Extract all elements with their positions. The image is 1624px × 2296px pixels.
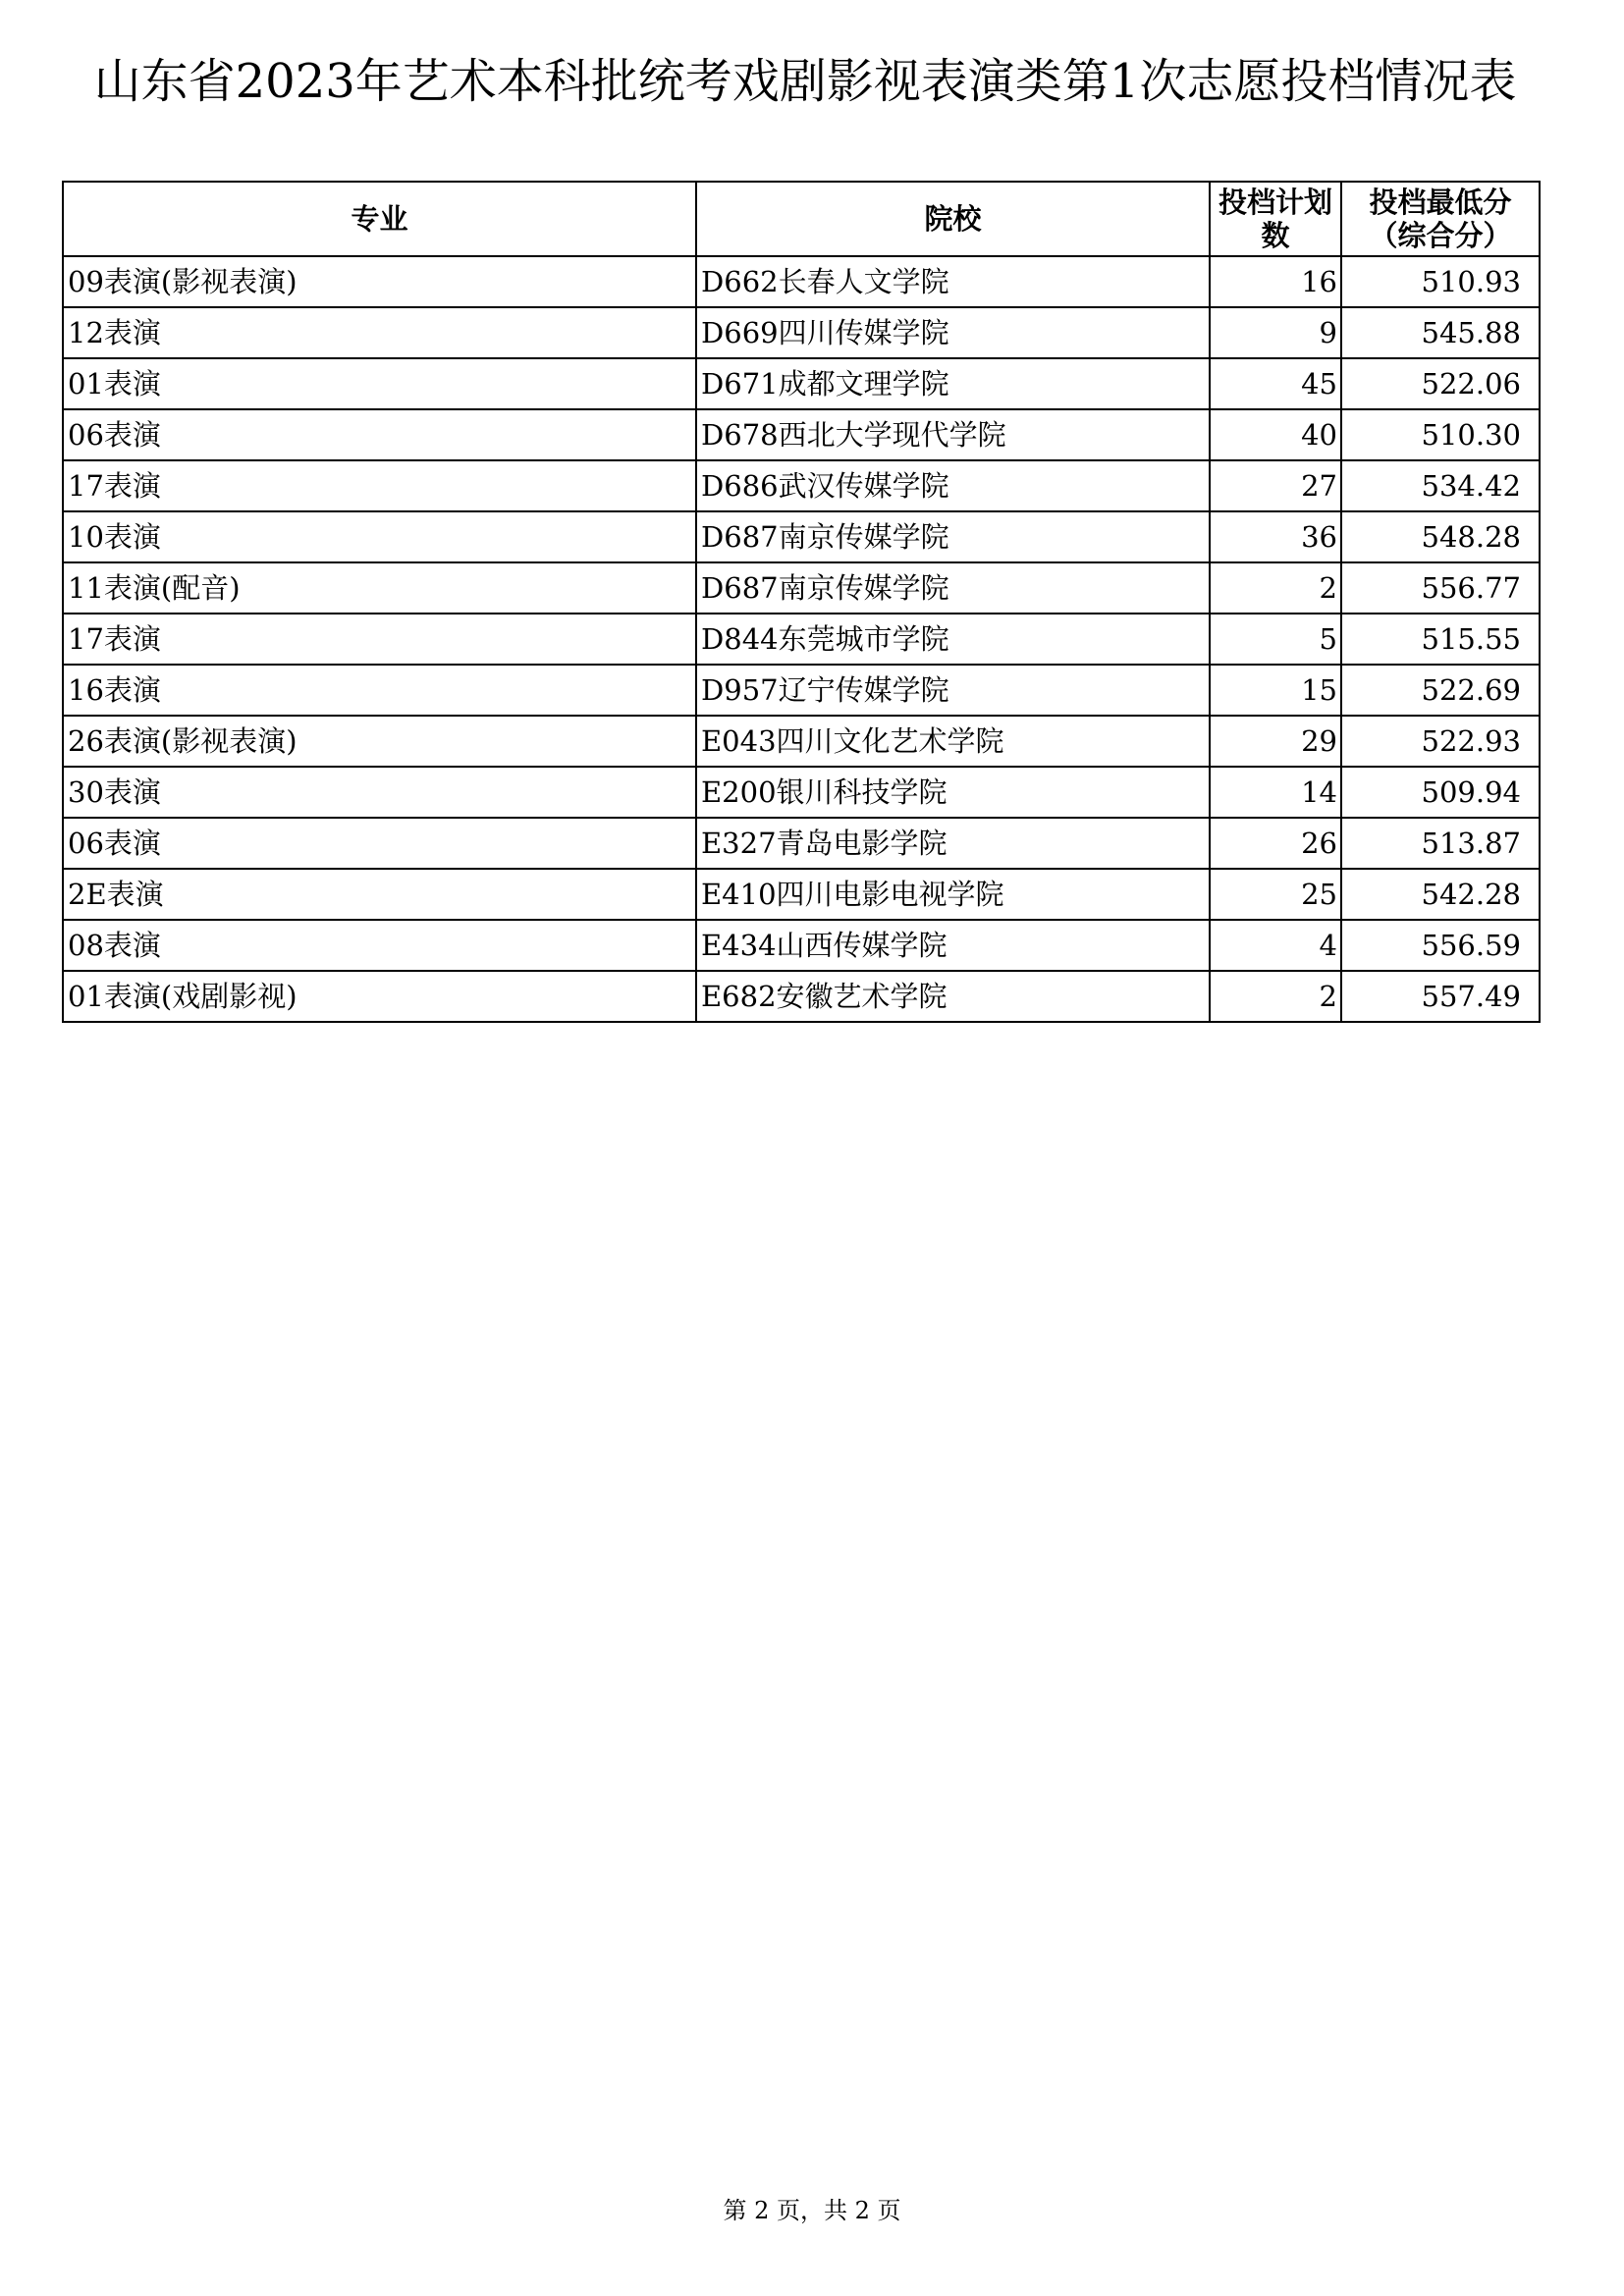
cell-plan: 26 xyxy=(1210,818,1341,869)
page-title: 山东省2023年艺术本科批统考戏剧影视表演类第1次志愿投档情况表 xyxy=(93,54,1517,109)
cell-major: 30表演 xyxy=(63,767,696,818)
cell-major: 11表演(配音) xyxy=(63,562,696,614)
page-footer: 第 2 页，共 2 页 xyxy=(723,2197,901,2224)
cell-min-score: 556.59 xyxy=(1341,920,1540,971)
cell-major: 09表演(影视表演) xyxy=(63,256,696,307)
cell-school: D844东莞城市学院 xyxy=(696,614,1210,665)
cell-major: 10表演 xyxy=(63,511,696,562)
cell-major: 26表演(影视表演) xyxy=(63,716,696,767)
cell-school: D671成都文理学院 xyxy=(696,358,1210,409)
cell-plan: 16 xyxy=(1210,256,1341,307)
cell-major: 12表演 xyxy=(63,307,696,358)
table-row xyxy=(63,307,1540,358)
header-plan: 投档计划数 xyxy=(1210,182,1341,256)
cell-min-score: 510.93 xyxy=(1341,256,1540,307)
cell-plan: 40 xyxy=(1210,409,1341,460)
table-row xyxy=(63,716,1540,767)
cell-school: E200银川科技学院 xyxy=(696,767,1210,818)
cell-school: D678西北大学现代学院 xyxy=(696,409,1210,460)
table-row xyxy=(63,511,1540,562)
cell-school: D686武汉传媒学院 xyxy=(696,460,1210,511)
table-header-row xyxy=(63,182,1540,256)
header-major: 专业 xyxy=(63,182,696,256)
cell-school: E410四川电影电视学院 xyxy=(696,869,1210,920)
cell-min-score: 510.30 xyxy=(1341,409,1540,460)
cell-min-score: 522.93 xyxy=(1341,716,1540,767)
cell-min-score: 548.28 xyxy=(1341,511,1540,562)
cell-major: 06表演 xyxy=(63,818,696,869)
table-row xyxy=(63,409,1540,460)
cell-plan: 29 xyxy=(1210,716,1341,767)
cell-min-score: 513.87 xyxy=(1341,818,1540,869)
cell-major: 01表演(戏剧影视) xyxy=(63,971,696,1022)
cell-school: E043四川文化艺术学院 xyxy=(696,716,1210,767)
table-row xyxy=(63,767,1540,818)
table-row xyxy=(63,460,1540,511)
cell-plan: 25 xyxy=(1210,869,1341,920)
cell-plan: 45 xyxy=(1210,358,1341,409)
header-min-score: 投档最低分（综合分） xyxy=(1341,182,1540,256)
cell-school: E434山西传媒学院 xyxy=(696,920,1210,971)
cell-major: 17表演 xyxy=(63,460,696,511)
table-row xyxy=(63,614,1540,665)
cell-major: 17表演 xyxy=(63,614,696,665)
admission-table xyxy=(62,181,1541,1023)
cell-plan: 14 xyxy=(1210,767,1341,818)
cell-school: D957辽宁传媒学院 xyxy=(696,665,1210,716)
cell-plan: 27 xyxy=(1210,460,1341,511)
cell-major: 2E表演 xyxy=(63,869,696,920)
cell-school: E327青岛电影学院 xyxy=(696,818,1210,869)
cell-min-score: 534.42 xyxy=(1341,460,1540,511)
table-row xyxy=(63,971,1540,1022)
table-row xyxy=(63,869,1540,920)
cell-school: D687南京传媒学院 xyxy=(696,511,1210,562)
table-body xyxy=(63,256,1540,1022)
cell-major: 08表演 xyxy=(63,920,696,971)
cell-min-score: 556.77 xyxy=(1341,562,1540,614)
cell-major: 01表演 xyxy=(63,358,696,409)
cell-plan: 4 xyxy=(1210,920,1341,971)
cell-major: 06表演 xyxy=(63,409,696,460)
cell-plan: 2 xyxy=(1210,971,1341,1022)
table-row xyxy=(63,358,1540,409)
table-row xyxy=(63,256,1540,307)
table-row xyxy=(63,562,1540,614)
cell-plan: 5 xyxy=(1210,614,1341,665)
cell-min-score: 522.69 xyxy=(1341,665,1540,716)
header-school: 院校 xyxy=(696,182,1210,256)
cell-min-score: 509.94 xyxy=(1341,767,1540,818)
cell-plan: 15 xyxy=(1210,665,1341,716)
cell-major: 16表演 xyxy=(63,665,696,716)
cell-school: D669四川传媒学院 xyxy=(696,307,1210,358)
table-row xyxy=(63,818,1540,869)
cell-min-score: 515.55 xyxy=(1341,614,1540,665)
cell-school: D662长春人文学院 xyxy=(696,256,1210,307)
cell-plan: 36 xyxy=(1210,511,1341,562)
cell-plan: 9 xyxy=(1210,307,1341,358)
cell-min-score: 542.28 xyxy=(1341,869,1540,920)
cell-min-score: 545.88 xyxy=(1341,307,1540,358)
table-row xyxy=(63,920,1540,971)
cell-plan: 2 xyxy=(1210,562,1341,614)
cell-min-score: 557.49 xyxy=(1341,971,1540,1022)
table-row xyxy=(63,665,1540,716)
cell-school: D687南京传媒学院 xyxy=(696,562,1210,614)
cell-school: E682安徽艺术学院 xyxy=(696,971,1210,1022)
cell-min-score: 522.06 xyxy=(1341,358,1540,409)
